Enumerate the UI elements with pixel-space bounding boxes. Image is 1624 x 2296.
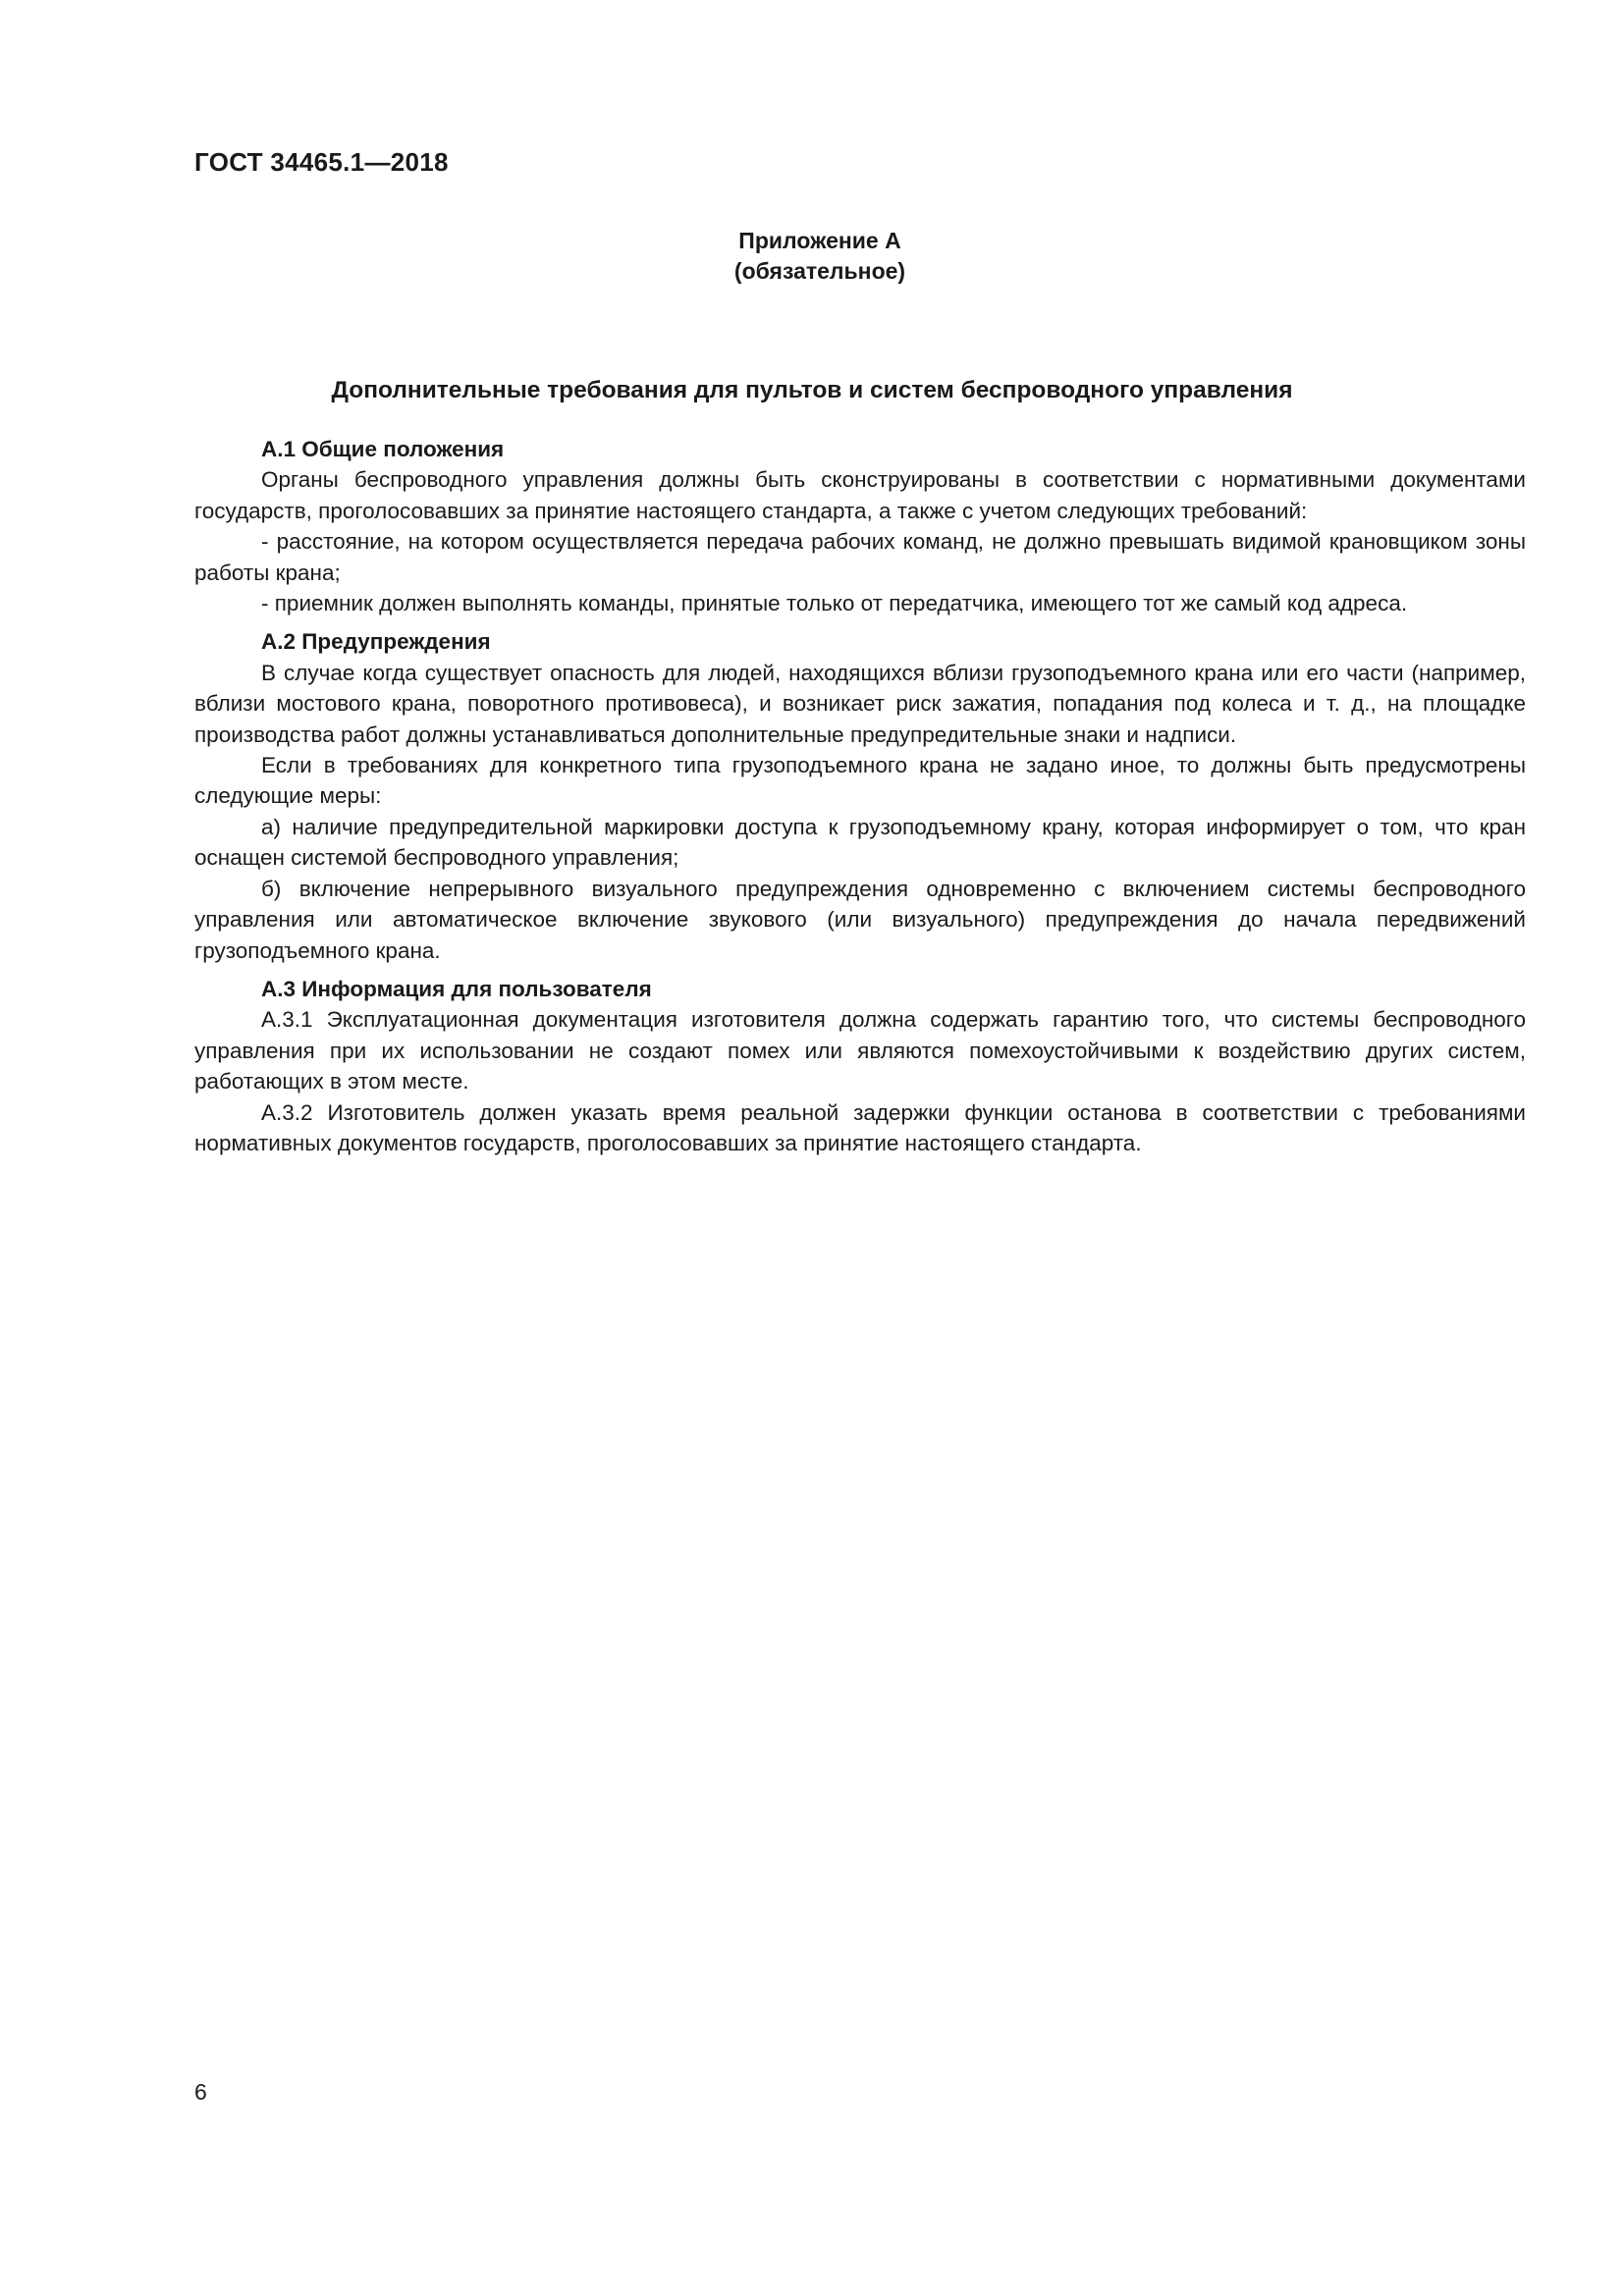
paragraph: б) включение непрерывного визуального предупреждения одновременно с включением системы беспроводного управления или автоматическое включение звукового (или визуального) предупреждения до начала передвижений грузоподъемного крана. bbox=[194, 876, 1526, 963]
paragraph: - приемник должен выполнять команды, принятые только от передатчика, имеющего тот же самый код адреса. bbox=[261, 591, 1408, 616]
paragraph: Органы беспроводного управления должны быть сконструированы в соответствии с нормативными документами государств, проголосовавших за принятие настоящего стандарта, а также с учетом следующих требований: bbox=[194, 467, 1526, 523]
document-header: ГОСТ 34465.1—2018 bbox=[194, 147, 449, 177]
paragraph: Если в требованиях для конкретного типа грузоподъемного крана не задано иное, то должны быть предусмотрены следующие меры: bbox=[194, 753, 1526, 809]
paragraph: А.3.1 Эксплуатационная документация изготовителя должна содержать гарантию того, что системы беспроводного управления при их использовании не создают помех или являются помехоустойчивыми к воздействию других систем, работающих в этом месте. bbox=[194, 1007, 1526, 1095]
appendix-label: Приложение А bbox=[738, 228, 901, 253]
paragraph: - расстояние, на котором осуществляется передача рабочих команд, не должно превышать видимой крановщиком зоны работы крана; bbox=[194, 529, 1526, 585]
appendix-heading bbox=[0, 226, 1624, 287]
paragraph: В случае когда существует опасность для людей, находящихся вблизи грузоподъемного крана или его части (например, вблизи мостового крана, поворотного противовеса), и возникает риск зажатия, попадания под колеса и т. д., на площадке производства работ должны устанавливаться дополнительные предупредительные знаки и надписи. bbox=[194, 660, 1526, 747]
appendix-status: (обязательное) bbox=[733, 258, 906, 284]
paragraph: А.3.2 Изготовитель должен указать время реальной задержки функции останова в соответствии с требованиями нормативных документов государств, проголосовавших за принятие настоящего стандарта. bbox=[194, 1099, 1526, 1155]
section-heading-a1: А.1 Общие положения bbox=[261, 437, 505, 461]
appendix-title: Дополнительные требования для пультов и систем беспроводного управления bbox=[331, 377, 1293, 403]
paragraph: а) наличие предупредительной маркировки доступа к грузоподъемному крану, которая информирует о том, что кран оснащен системой беспроводного управления; bbox=[194, 814, 1526, 871]
document-body bbox=[194, 434, 1526, 1158]
section-heading-a2: А.2 Предупреждения bbox=[261, 629, 491, 655]
section-heading-a3: А.3 Информация для пользователя bbox=[261, 976, 652, 1001]
page-number: 6 bbox=[194, 2079, 207, 2105]
